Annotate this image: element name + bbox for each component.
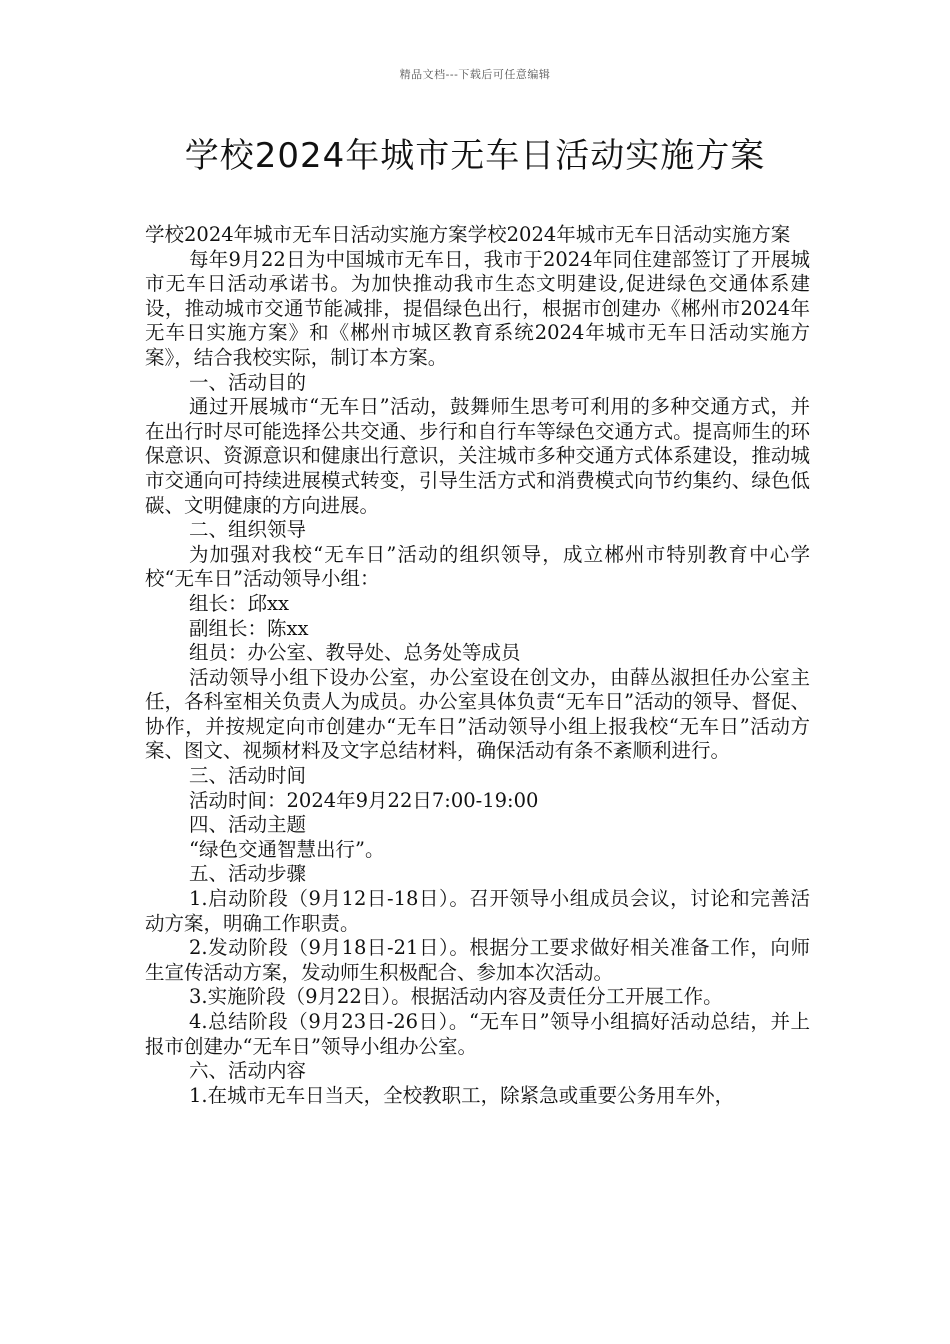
list-item: 1.启动阶段（9月12日-18日）。召开领导小组成员会议，讨论和完善活动方案，明确工作职责。: [145, 887, 810, 935]
page-header: 精品文档---下载后可任意编辑: [399, 68, 551, 81]
section-heading: 四、活动主题: [189, 813, 307, 837]
body-line: 副组长：陈xx: [189, 616, 309, 640]
document-body: [145, 223, 810, 1108]
list-item: 3.实施阶段（9月22日）。根据活动内容及责任分工开展工作。: [189, 985, 723, 1009]
body-paragraph: 活动领导小组下设办公室，办公室设在创文办，由薛丛淑担任办公室主任，各科室相关负责人为成员。办公室具体负责“无车日”活动的领导、督促、协作，并按规定向市创建办“无车日”活动领导小组上报我校“无车日”活动方案、图文、视频材料及文字总结材料，确保活动有条不紊顺利进行。: [145, 665, 810, 763]
body-line: “绿色交通智慧出行”。: [189, 837, 385, 861]
intro-paragraph: 学校2024年城市无车日活动实施方案学校2024年城市无车日活动实施方案: [145, 223, 791, 246]
body-line: 组员：办公室、教导处、总务处等成员: [189, 641, 521, 665]
section-heading: 一、活动目的: [189, 370, 307, 394]
list-item: 1.在城市无车日当天，全校教职工，除紧急或重要公务用车外，: [189, 1083, 735, 1107]
body-paragraph: 为加强对我校“无车日”活动的组织领导，成立郴州市特别教育中心学校“无车日”活动领导小组：: [145, 542, 810, 591]
body-paragraph: 通过开展城市“无车日”活动，鼓舞师生思考可利用的多种交通方式，并在出行时尽可能选择公共交通、步行和自行车等绿色交通方式。提高师生的环保意识、资源意识和健康出行意识，关注城市多种交通方式体系建设，推动城市交通向可持续进展模式转变，引导生活方式和消费模式向节约集约、绿色低碳、文明健康的方向进展。: [145, 395, 810, 517]
section-heading: 三、活动时间: [189, 764, 307, 788]
list-item: 4.总结阶段（9月23日-26日）。“无车日”领导小组搞好活动总结，并上报市创建办“无车日”领导小组办公室。: [145, 1010, 810, 1058]
section-heading: 二、组织领导: [189, 518, 307, 542]
body-paragraph: 每年9月22日为中国城市无车日，我市于2024年同住建部签订了开展城市无车日活动承诺书。为加快推动我市生态文明建设,促进绿色交通体系建设，推动城市交通节能减排，提倡绿色出行，根据市创建办《郴州市2024年无车日实施方案》和《郴州市城区教育系统2024年城市无车日活动实施方案》，结合我校实际，制订本方案。: [145, 247, 810, 369]
section-heading: 五、活动步骤: [189, 862, 307, 886]
document-title: 学校2024年城市无车日活动实施方案: [184, 136, 766, 176]
section-heading: 六、活动内容: [189, 1059, 307, 1083]
list-item: 2.发动阶段（9月18日-21日）。根据分工要求做好相关准备工作，向师生宣传活动方案，发动师生积极配合、参加本次活动。: [145, 936, 810, 984]
body-line: 组长：邱xx: [189, 591, 289, 615]
body-line: 活动时间：2024年9月22日7:00-19:00: [189, 788, 539, 812]
